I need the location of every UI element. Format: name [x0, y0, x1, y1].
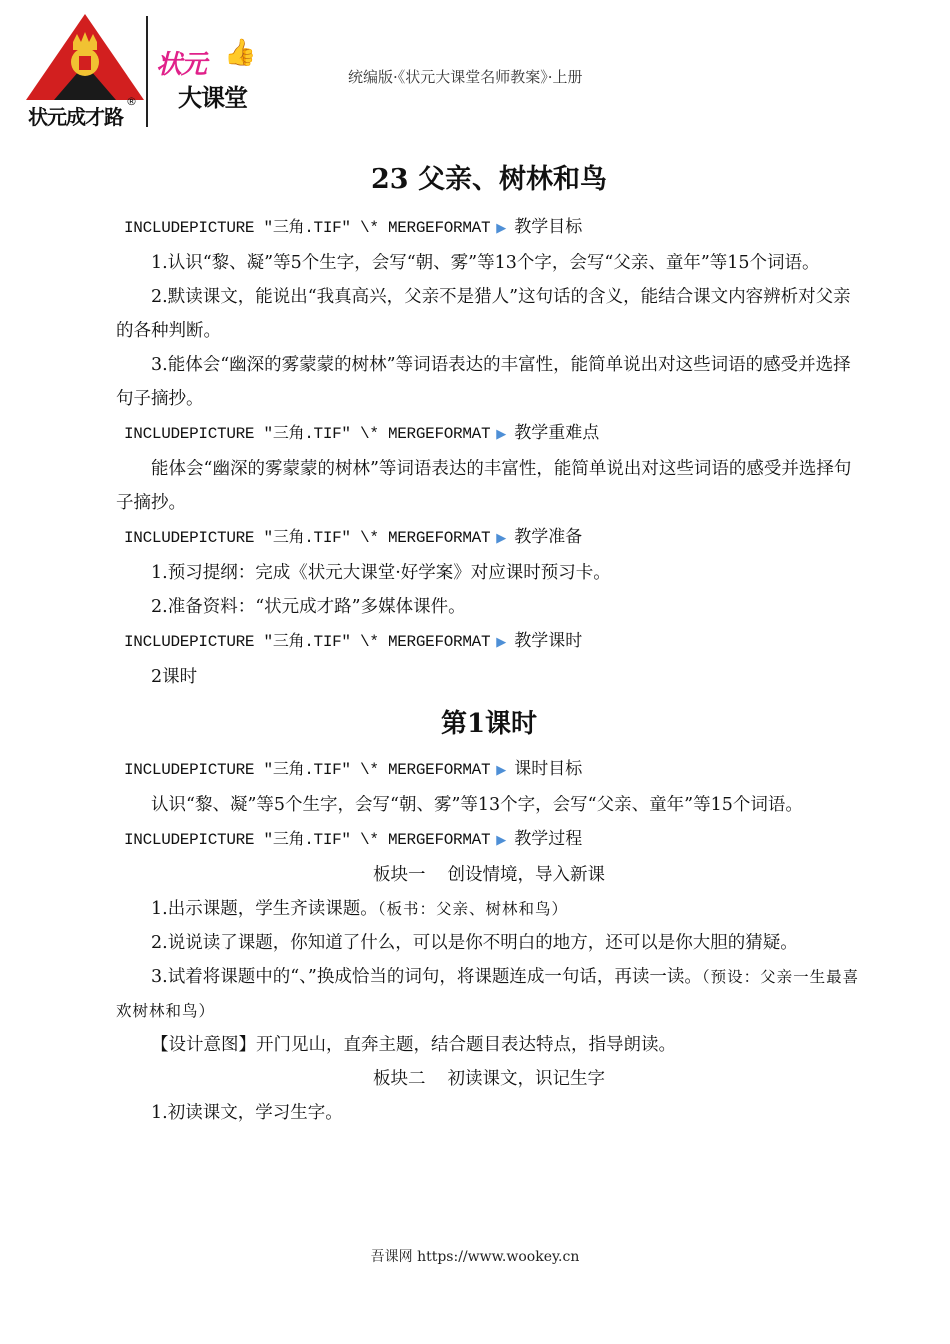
block-label: 板块二	[373, 1069, 426, 1089]
field-code: INCLUDEPICTURE "三角.TIF" \* MERGEFORMAT	[124, 633, 491, 651]
triangle-bullet-icon: ▶	[496, 763, 507, 778]
prep-item: 1.预习提纲：完成《状元大课堂·好学案》对应课时预习卡。	[151, 563, 611, 583]
keypoints-text: 能体会“幽深的雾蒙蒙的树林”等词语表达的丰富性，能简单说出对这些词语的感受并选择句子摘抄。	[116, 459, 852, 513]
design-intent-label: 【设计意图】	[151, 1035, 256, 1055]
heading-text: 教学重难点	[514, 423, 600, 443]
section-heading-hours	[116, 624, 862, 660]
goal-item: 2.默读课文，能说出“我真高兴，父亲不是猎人”这句话的含义，能结合课文内容辨析对父亲的各种判断。	[116, 287, 851, 341]
thumbs-up-icon: 👍	[224, 38, 257, 68]
page-header	[0, 0, 950, 135]
block1-heading	[116, 858, 862, 892]
page-footer: 吾课网 https://www.wookey.cn	[370, 1249, 580, 1265]
blackboard-note: （板书：父亲、树林和鸟）	[377, 900, 568, 918]
registered-mark: ®	[126, 95, 137, 108]
process-item: 1.出示课题，学生齐读课题。（板书：父亲、树林和鸟）	[151, 899, 568, 919]
block-title: 初读课文，识记生字	[447, 1069, 605, 1089]
field-code: INCLUDEPICTURE "三角.TIF" \* MERGEFORMAT	[124, 425, 491, 443]
heading-text: 教学准备	[514, 527, 583, 547]
section-heading-keypoints	[116, 416, 862, 452]
triangle-bullet-icon: ▶	[496, 635, 507, 650]
brand-name: 状元成才路	[28, 105, 123, 129]
sub-brand-top: 状元	[156, 50, 207, 80]
lesson-goal-text: 认识“黎、凝”等5个生字，会写“朝、雾”等13个字，会写“父亲、童年”等15个词语。	[151, 795, 803, 815]
triangle-bullet-icon: ▶	[496, 833, 507, 848]
goal-item: 3.能体会“幽深的雾蒙蒙的树林”等词语表达的丰富性，能简单说出对这些词语的感受并选择句子摘抄。	[116, 355, 851, 409]
triangle-bullet-icon: ▶	[496, 427, 507, 442]
section-heading-prep	[116, 520, 862, 556]
prep-item: 2.准备资料：“状元成才路”多媒体课件。	[151, 597, 466, 617]
header-divider	[146, 16, 148, 127]
field-code: INCLUDEPICTURE "三角.TIF" \* MERGEFORMAT	[124, 831, 491, 849]
document-body	[116, 160, 862, 1130]
sub-brand-bottom: 大课堂	[178, 84, 247, 112]
process-item: 1.初读课文，学习生字。	[151, 1103, 343, 1123]
sub-brand-logo	[152, 38, 268, 116]
design-intent: 【设计意图】开门见山，直奔主题，结合题目表达特点，指导朗读。	[151, 1035, 676, 1055]
section-heading-goals	[116, 210, 862, 246]
section-heading-process	[116, 822, 862, 858]
field-code: INCLUDEPICTURE "三角.TIF" \* MERGEFORMAT	[124, 761, 491, 779]
triangle-bullet-icon: ▶	[496, 221, 507, 236]
brand-logo-icon	[24, 12, 146, 102]
lesson-title: 23 父亲、树林和鸟	[371, 164, 607, 195]
block2-heading	[116, 1062, 862, 1096]
heading-text: 教学课时	[514, 631, 583, 651]
series-title: 统编版·《状元大课堂名师教案》·上册	[348, 68, 583, 86]
process-item: 2.说说读了课题，你知道了什么，可以是你不明白的地方，还可以是你大胆的猜疑。	[151, 933, 798, 953]
block-title: 创设情境，导入新课	[447, 865, 605, 885]
triangle-bullet-icon: ▶	[496, 531, 507, 546]
lesson1-title: 第1课时	[440, 709, 538, 739]
heading-text: 课时目标	[514, 759, 583, 779]
heading-text: 教学过程	[514, 829, 583, 849]
preset-note: （预设：父亲一生最喜欢树林和鸟）	[116, 968, 860, 1020]
field-code: INCLUDEPICTURE "三角.TIF" \* MERGEFORMAT	[124, 219, 491, 237]
block-label: 板块一	[373, 865, 426, 885]
section-heading-lesson-goal	[116, 752, 862, 788]
hours-text: 2课时	[151, 667, 198, 687]
heading-text: 教学目标	[514, 217, 583, 237]
goal-item: 1.认识“黎、凝”等5个生字，会写“朝、雾”等13个字，会写“父亲、童年”等15个词语。	[151, 253, 820, 273]
process-item: 3.试着将课题中的“、”换成恰当的词句，将课题连成一句话，再读一读。（预设：父亲一生最喜欢树林和鸟）	[116, 967, 860, 1020]
field-code: INCLUDEPICTURE "三角.TIF" \* MERGEFORMAT	[124, 529, 491, 547]
